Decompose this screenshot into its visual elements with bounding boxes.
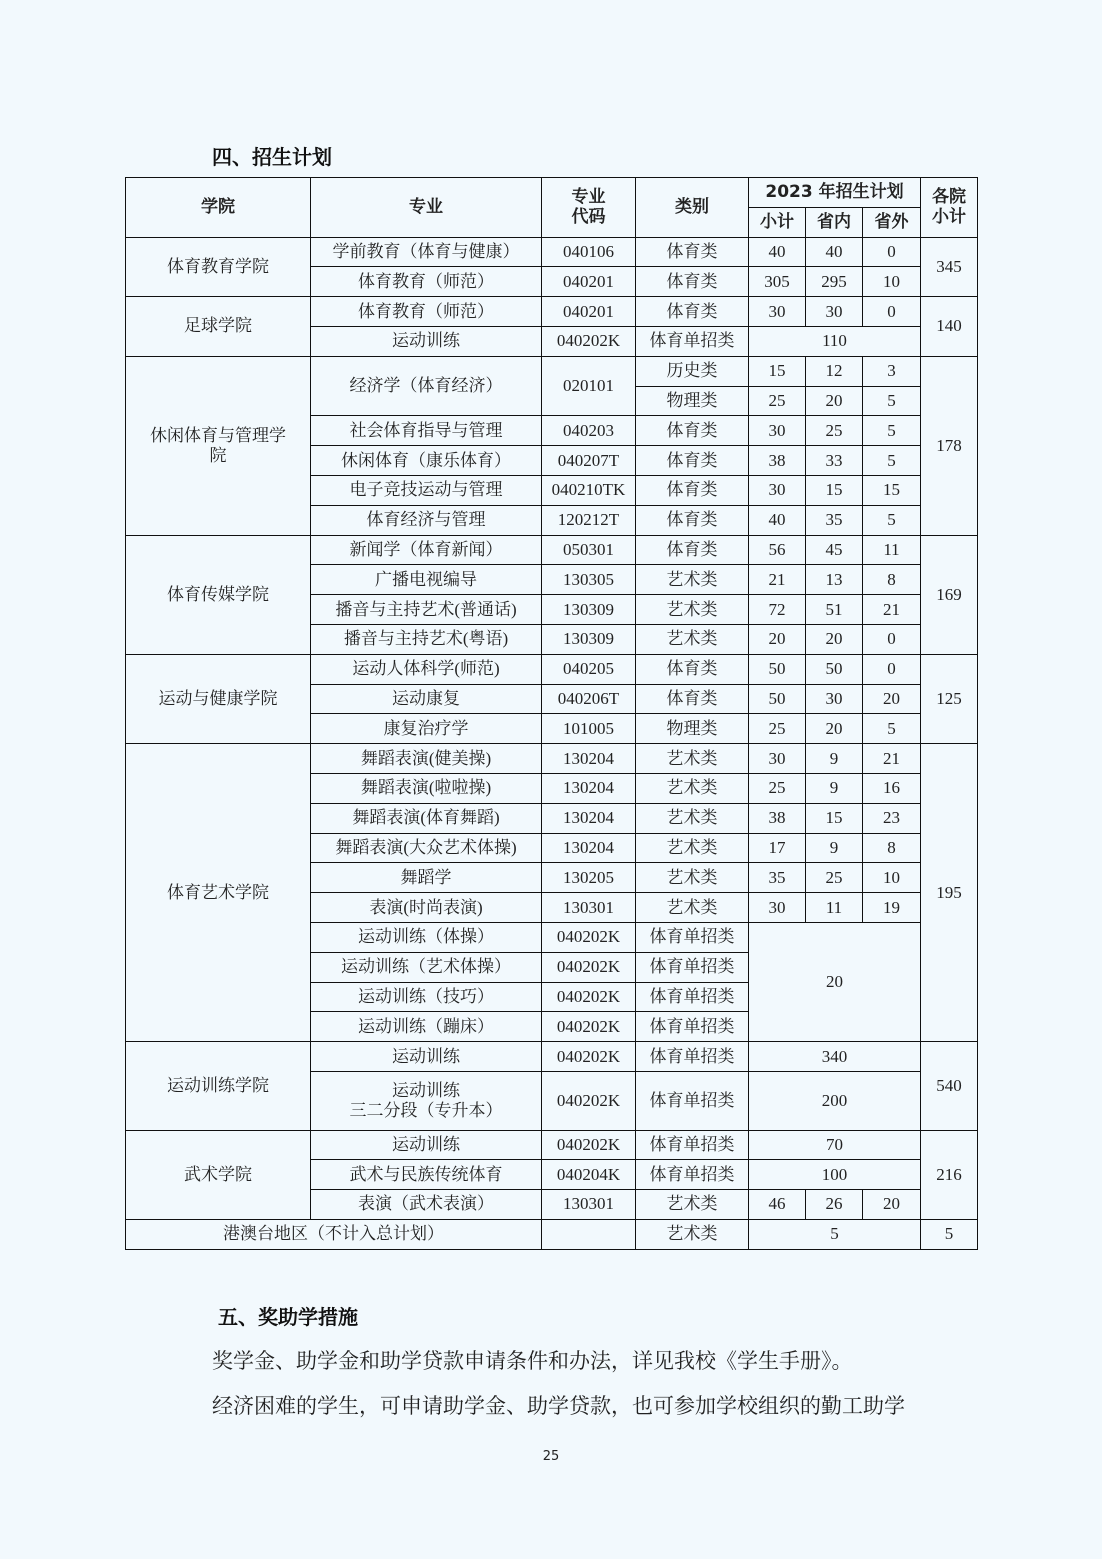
table-cell: 20 — [749, 624, 806, 654]
table-cell: 艺术类 — [636, 744, 749, 774]
table-cell: 5 — [863, 386, 921, 416]
table-cell: 15 — [806, 475, 863, 505]
table-cell: 040202K — [542, 922, 636, 952]
table-cell: 125 — [921, 654, 978, 743]
table-cell: 艺术类 — [636, 565, 749, 595]
table-cell: 130309 — [542, 624, 636, 654]
table-cell: 340 — [749, 1042, 921, 1072]
table-row — [126, 1042, 978, 1072]
table-cell: 200 — [749, 1071, 921, 1130]
header-subtotal: 小计 — [749, 207, 806, 237]
table-cell: 15 — [806, 803, 863, 833]
header-college-total: 各院 小计 — [921, 178, 978, 238]
table-cell: 19 — [863, 893, 921, 923]
table-cell: 130204 — [542, 744, 636, 774]
table-cell: 040202K — [542, 952, 636, 982]
table-cell: 130204 — [542, 803, 636, 833]
table-cell: 50 — [806, 654, 863, 684]
table-cell: 130305 — [542, 565, 636, 595]
table-cell: 电子竞技运动与管理 — [311, 475, 542, 505]
table-cell: 178 — [921, 356, 978, 535]
table-cell: 运动训练学院 — [126, 1042, 311, 1130]
table-cell: 11 — [863, 535, 921, 565]
table-cell: 播音与主持艺术(普通话) — [311, 595, 542, 625]
table-cell: 40 — [749, 237, 806, 267]
table-cell: 运动训练 — [311, 1130, 542, 1160]
table-cell: 运动训练 — [311, 326, 542, 356]
table-cell: 休闲体育与管理学 院 — [126, 356, 311, 535]
table-cell: 38 — [749, 803, 806, 833]
table-cell: 体育单招类 — [636, 1042, 749, 1072]
table-cell: 体育艺术学院 — [126, 744, 311, 1042]
table-cell: 9 — [806, 773, 863, 803]
table-cell: 040202K — [542, 1012, 636, 1042]
section-heading-enrollment-plan: 四、招生计划 — [212, 145, 332, 169]
table-row — [126, 1219, 978, 1249]
table-cell: 15 — [863, 475, 921, 505]
table-cell: 20 — [749, 922, 921, 1041]
table-cell: 120212T — [542, 505, 636, 535]
table-row — [126, 744, 978, 774]
table-cell: 体育教育学院 — [126, 237, 311, 297]
table-cell: 30 — [806, 297, 863, 327]
table-cell: 25 — [806, 416, 863, 446]
table-row — [126, 297, 978, 327]
table-cell: 3 — [863, 356, 921, 386]
header-major: 专业 — [311, 178, 542, 238]
table-cell: 13 — [806, 565, 863, 595]
table-cell: 20 — [806, 386, 863, 416]
table-cell: 295 — [806, 267, 863, 297]
table-cell: 0 — [863, 654, 921, 684]
table-cell: 25 — [749, 714, 806, 744]
table-cell: 305 — [749, 267, 806, 297]
table-row — [126, 1130, 978, 1160]
table-cell: 艺术类 — [636, 1190, 749, 1220]
table-cell: 38 — [749, 446, 806, 476]
table-cell: 学前教育（体育与健康） — [311, 237, 542, 267]
table-cell: 运动康复 — [311, 684, 542, 714]
page-number: 25 — [542, 1449, 560, 1464]
table-cell: 23 — [863, 803, 921, 833]
table-cell: 25 — [749, 386, 806, 416]
table-cell: 港澳台地区（不计入总计划） — [126, 1219, 542, 1249]
table-cell: 56 — [749, 535, 806, 565]
table-cell: 5 — [863, 446, 921, 476]
table-cell — [542, 1219, 636, 1249]
table-cell: 艺术类 — [636, 595, 749, 625]
table-cell: 26 — [806, 1190, 863, 1220]
table-cell: 舞蹈表演(大众艺术体操) — [311, 833, 542, 863]
table-cell: 130301 — [542, 1190, 636, 1220]
table-cell: 舞蹈表演(体育舞蹈) — [311, 803, 542, 833]
table-cell: 20 — [806, 714, 863, 744]
table-cell: 运动训练（蹦床） — [311, 1012, 542, 1042]
table-cell: 运动训练 三二分段（专升本） — [311, 1071, 542, 1130]
table-cell: 10 — [863, 863, 921, 893]
table-cell: 040202K — [542, 1042, 636, 1072]
table-cell: 表演(时尚表演) — [311, 893, 542, 923]
table-cell: 艺术类 — [636, 893, 749, 923]
table-cell: 5 — [863, 505, 921, 535]
table-cell: 体育类 — [636, 267, 749, 297]
table-cell: 040201 — [542, 297, 636, 327]
table-cell: 舞蹈表演(啦啦操) — [311, 773, 542, 803]
table-cell: 110 — [749, 326, 921, 356]
table-cell: 040202K — [542, 1071, 636, 1130]
table-cell: 8 — [863, 565, 921, 595]
table-cell: 21 — [863, 595, 921, 625]
table-cell: 169 — [921, 535, 978, 654]
table-cell: 体育单招类 — [636, 326, 749, 356]
header-in-province: 省内 — [806, 207, 863, 237]
table-cell: 武术学院 — [126, 1130, 311, 1219]
table-cell: 50 — [749, 654, 806, 684]
table-cell: 体育类 — [636, 416, 749, 446]
section-heading-financial-aid: 五、奖助学措施 — [218, 1305, 358, 1329]
table-cell: 体育类 — [636, 654, 749, 684]
table-cell: 体育传媒学院 — [126, 535, 311, 654]
table-cell: 5 — [863, 714, 921, 744]
table-cell: 体育类 — [636, 475, 749, 505]
table-cell: 0 — [863, 297, 921, 327]
table-cell: 艺术类 — [636, 624, 749, 654]
header-category: 类别 — [636, 178, 749, 238]
table-cell: 21 — [749, 565, 806, 595]
table-cell: 社会体育指导与管理 — [311, 416, 542, 446]
table-cell: 艺术类 — [636, 863, 749, 893]
table-cell: 216 — [921, 1130, 978, 1219]
table-cell: 运动训练（艺术体操） — [311, 952, 542, 982]
table-cell: 体育类 — [636, 446, 749, 476]
table-cell: 艺术类 — [636, 773, 749, 803]
table-cell: 040207T — [542, 446, 636, 476]
table-cell: 0 — [863, 624, 921, 654]
table-cell: 100 — [749, 1160, 921, 1190]
table-row — [126, 535, 978, 565]
table-cell: 体育类 — [636, 237, 749, 267]
table-body — [126, 237, 978, 1249]
table-cell: 30 — [749, 297, 806, 327]
table-cell: 体育类 — [636, 535, 749, 565]
table-cell: 运动训练（技巧） — [311, 982, 542, 1012]
table-cell: 体育教育（师范） — [311, 267, 542, 297]
table-cell: 30 — [749, 416, 806, 446]
table-row — [126, 356, 978, 386]
table-cell: 050301 — [542, 535, 636, 565]
table-cell: 9 — [806, 744, 863, 774]
table-cell: 17 — [749, 833, 806, 863]
table-cell: 140 — [921, 297, 978, 357]
table-cell: 体育单招类 — [636, 952, 749, 982]
table-cell: 30 — [806, 684, 863, 714]
table-cell: 舞蹈学 — [311, 863, 542, 893]
table-cell: 物理类 — [636, 386, 749, 416]
table-cell: 新闻学（体育新闻） — [311, 535, 542, 565]
table-cell: 20 — [863, 684, 921, 714]
table-cell: 艺术类 — [636, 1219, 749, 1249]
table-cell: 130204 — [542, 833, 636, 863]
table-cell: 040202K — [542, 982, 636, 1012]
table-cell: 35 — [806, 505, 863, 535]
table-cell: 040201 — [542, 267, 636, 297]
table-cell: 表演（武术表演） — [311, 1190, 542, 1220]
table-cell: 35 — [749, 863, 806, 893]
table-cell: 运动训练 — [311, 1042, 542, 1072]
table-cell: 运动训练（体操） — [311, 922, 542, 952]
table-cell: 足球学院 — [126, 297, 311, 357]
table-cell: 25 — [749, 773, 806, 803]
table-cell: 345 — [921, 237, 978, 297]
table-cell: 物理类 — [636, 714, 749, 744]
table-cell: 040202K — [542, 1130, 636, 1160]
table-cell: 040205 — [542, 654, 636, 684]
table-cell: 130204 — [542, 773, 636, 803]
table-cell: 体育单招类 — [636, 1012, 749, 1042]
table-cell: 50 — [749, 684, 806, 714]
table-cell: 体育单招类 — [636, 982, 749, 1012]
header-out-province: 省外 — [863, 207, 921, 237]
table-cell: 130301 — [542, 893, 636, 923]
table-cell: 51 — [806, 595, 863, 625]
enrollment-plan-table — [125, 177, 978, 1250]
table-cell: 运动与健康学院 — [126, 654, 311, 743]
table-row — [126, 654, 978, 684]
table-cell: 30 — [749, 744, 806, 774]
table-cell: 舞蹈表演(健美操) — [311, 744, 542, 774]
table-cell: 20 — [806, 624, 863, 654]
table-cell: 16 — [863, 773, 921, 803]
table-cell: 72 — [749, 595, 806, 625]
table-cell: 33 — [806, 446, 863, 476]
table-cell: 体育经济与管理 — [311, 505, 542, 535]
table-cell: 体育单招类 — [636, 1160, 749, 1190]
table-cell: 9 — [806, 833, 863, 863]
table-cell: 040106 — [542, 237, 636, 267]
table-cell: 经济学（体育经济） — [311, 356, 542, 416]
table-row — [126, 237, 978, 267]
table-cell: 体育类 — [636, 505, 749, 535]
table-cell: 195 — [921, 744, 978, 1042]
table-cell: 21 — [863, 744, 921, 774]
table-cell: 运动人体科学(师范) — [311, 654, 542, 684]
header-code: 专业 代码 — [542, 178, 636, 238]
table-cell: 540 — [921, 1042, 978, 1130]
table-cell: 040203 — [542, 416, 636, 446]
table-cell: 040206T — [542, 684, 636, 714]
table-cell: 30 — [749, 475, 806, 505]
table-cell: 040202K — [542, 326, 636, 356]
table-cell: 040204K — [542, 1160, 636, 1190]
table-cell: 播音与主持艺术(粤语) — [311, 624, 542, 654]
table-cell: 体育教育（师范） — [311, 297, 542, 327]
table-cell: 101005 — [542, 714, 636, 744]
table-cell: 体育类 — [636, 684, 749, 714]
table-cell: 45 — [806, 535, 863, 565]
table-cell: 体育单招类 — [636, 1130, 749, 1160]
table-cell: 30 — [749, 893, 806, 923]
table-cell: 休闲体育（康乐体育） — [311, 446, 542, 476]
table-cell: 0 — [863, 237, 921, 267]
header-plan: 2023 年招生计划 — [749, 178, 921, 208]
table-cell: 康复治疗学 — [311, 714, 542, 744]
table-cell: 艺术类 — [636, 803, 749, 833]
paragraph: 经济困难的学生，可申请助学金、助学贷款，也可参加学校组织的勤工助学 — [212, 1394, 905, 1418]
table-cell: 020101 — [542, 356, 636, 416]
table-cell: 12 — [806, 356, 863, 386]
table-cell: 40 — [806, 237, 863, 267]
table-cell: 5 — [863, 416, 921, 446]
table-cell: 130309 — [542, 595, 636, 625]
table-cell: 40 — [749, 505, 806, 535]
table-cell: 武术与民族传统体育 — [311, 1160, 542, 1190]
table-cell: 70 — [749, 1130, 921, 1160]
table-cell: 艺术类 — [636, 833, 749, 863]
table-cell: 15 — [749, 356, 806, 386]
table-cell: 历史类 — [636, 356, 749, 386]
table-cell: 46 — [749, 1190, 806, 1220]
table-cell: 25 — [806, 863, 863, 893]
table-cell: 8 — [863, 833, 921, 863]
table-cell: 体育单招类 — [636, 1071, 749, 1130]
table-cell: 11 — [806, 893, 863, 923]
table-cell: 5 — [749, 1219, 921, 1249]
table-cell: 130205 — [542, 863, 636, 893]
table-cell: 体育单招类 — [636, 922, 749, 952]
table-cell: 5 — [921, 1219, 978, 1249]
table-cell: 体育类 — [636, 297, 749, 327]
table-cell: 20 — [863, 1190, 921, 1220]
table-cell: 10 — [863, 267, 921, 297]
header-college: 学院 — [126, 178, 311, 238]
paragraph: 奖学金、助学金和助学贷款申请条件和办法，详见我校《学生手册》。 — [212, 1349, 853, 1373]
table-cell: 广播电视编导 — [311, 565, 542, 595]
table-cell: 040210TK — [542, 475, 636, 505]
